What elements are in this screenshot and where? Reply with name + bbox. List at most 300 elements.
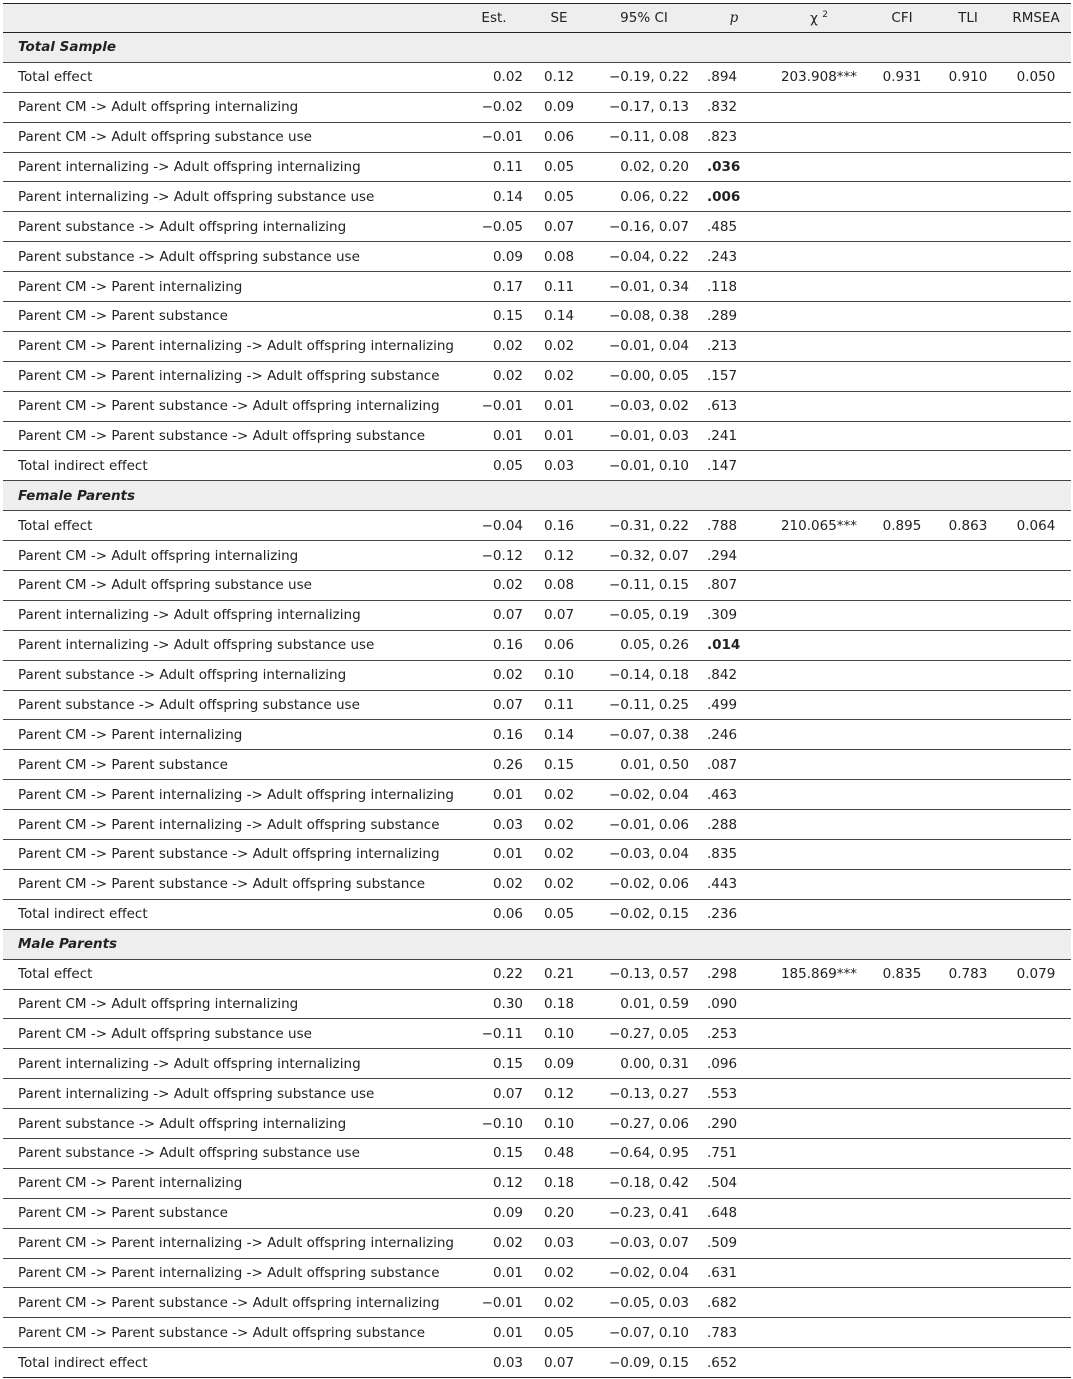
cell-ci: −0.32, 0.07 (589, 541, 699, 571)
cell-tli: 0.863 (935, 511, 1001, 541)
cell-label: Parent CM -> Parent substance -> Adult offspring substance (3, 1318, 459, 1348)
table-row (3, 690, 1071, 720)
header-chi-symbol: χ (810, 10, 818, 27)
cell-rmsea (1001, 1049, 1071, 1079)
cell-chi (769, 780, 869, 810)
cell-se: 0.03 (529, 1228, 589, 1258)
cell-ci: −0.05, 0.03 (589, 1288, 699, 1318)
cell-label: Total indirect effect (3, 1348, 459, 1378)
table-row (3, 630, 1071, 660)
cell-tli (935, 840, 1001, 870)
cell-se: 0.01 (529, 391, 589, 421)
cell-est: 0.16 (459, 720, 529, 750)
table-row (3, 1228, 1071, 1258)
table-row (3, 242, 1071, 272)
table-row (3, 1288, 1071, 1318)
cell-p: .807 (699, 571, 769, 601)
header-p (699, 4, 769, 33)
cell-tli (935, 750, 1001, 780)
header-rmsea: RMSEA (1001, 4, 1071, 33)
cell-ci: −0.04, 0.22 (589, 242, 699, 272)
cell-cfi (869, 361, 935, 391)
cell-cfi (869, 571, 935, 601)
header-p-text: p (729, 10, 739, 26)
cell-ci: 0.01, 0.59 (589, 989, 699, 1019)
cell-cfi (869, 302, 935, 332)
cell-rmsea (1001, 272, 1071, 302)
cell-se: 0.07 (529, 212, 589, 242)
cell-est: −0.12 (459, 541, 529, 571)
cell-p: .289 (699, 302, 769, 332)
cell-cfi (869, 451, 935, 481)
cell-tli (935, 182, 1001, 212)
cell-chi (769, 1258, 869, 1288)
cell-p: .157 (699, 361, 769, 391)
cell-chi (769, 451, 869, 481)
cell-p: .253 (699, 1019, 769, 1049)
cell-se: 0.02 (529, 361, 589, 391)
cell-p: .087 (699, 750, 769, 780)
table-row (3, 122, 1071, 152)
cell-label: Parent CM -> Parent internalizing (3, 720, 459, 750)
cell-label: Parent CM -> Adult offspring substance use (3, 122, 459, 152)
cell-label: Parent CM -> Parent internalizing -> Adult offspring internalizing (3, 1228, 459, 1258)
cell-ci: −0.00, 0.05 (589, 361, 699, 391)
cell-rmsea (1001, 212, 1071, 242)
cell-rmsea (1001, 361, 1071, 391)
cell-se: 0.18 (529, 989, 589, 1019)
cell-p: .832 (699, 92, 769, 122)
cell-se: 0.05 (529, 182, 589, 212)
table-row (3, 899, 1071, 929)
cell-p: .648 (699, 1198, 769, 1228)
cell-cfi (869, 152, 935, 182)
cell-cfi (869, 660, 935, 690)
cell-rmsea (1001, 1258, 1071, 1288)
cell-ci: −0.13, 0.27 (589, 1079, 699, 1109)
cell-chi (769, 899, 869, 929)
cell-se: 0.07 (529, 1348, 589, 1378)
cell-p: .309 (699, 600, 769, 630)
cell-p: .463 (699, 780, 769, 810)
cell-cfi (869, 1079, 935, 1109)
cell-est: 0.12 (459, 1168, 529, 1198)
cell-tli (935, 899, 1001, 929)
cell-label: Parent CM -> Parent internalizing (3, 272, 459, 302)
cell-p: .788 (699, 511, 769, 541)
cell-cfi (869, 391, 935, 421)
cell-cfi (869, 421, 935, 451)
cell-se: 0.01 (529, 421, 589, 451)
cell-chi (769, 1168, 869, 1198)
section-header-row (3, 481, 1071, 511)
cell-est: 0.03 (459, 1348, 529, 1378)
cell-chi (769, 1019, 869, 1049)
cell-cfi (869, 92, 935, 122)
cell-tli (935, 391, 1001, 421)
cell-chi (769, 750, 869, 780)
cell-ci: 0.01, 0.50 (589, 750, 699, 780)
cell-tli (935, 1049, 1001, 1079)
table-row (3, 331, 1071, 361)
section-title: Male Parents (3, 929, 1071, 959)
cell-rmsea (1001, 1109, 1071, 1139)
section-title: Total Sample (3, 33, 1071, 63)
table-row (3, 182, 1071, 212)
cell-tli (935, 451, 1001, 481)
cell-chi (769, 541, 869, 571)
cell-est: 0.07 (459, 600, 529, 630)
cell-se: 0.12 (529, 62, 589, 92)
cell-est: 0.01 (459, 780, 529, 810)
cell-p: .504 (699, 1168, 769, 1198)
cell-ci: 0.02, 0.20 (589, 152, 699, 182)
cell-se: 0.06 (529, 630, 589, 660)
table-row (3, 1348, 1071, 1378)
cell-label: Total indirect effect (3, 899, 459, 929)
cell-est: −0.01 (459, 391, 529, 421)
cell-p: .288 (699, 810, 769, 840)
cell-est: 0.01 (459, 1258, 529, 1288)
cell-tli (935, 122, 1001, 152)
table-row (3, 600, 1071, 630)
cell-tli (935, 630, 1001, 660)
cell-label: Parent internalizing -> Adult offspring substance use (3, 1079, 459, 1109)
cell-chi (769, 630, 869, 660)
cell-est: 0.11 (459, 152, 529, 182)
cell-ci: −0.03, 0.07 (589, 1228, 699, 1258)
cell-p: .485 (699, 212, 769, 242)
table-row (3, 780, 1071, 810)
table-row (3, 1138, 1071, 1168)
cell-ci: −0.02, 0.04 (589, 780, 699, 810)
cell-rmsea (1001, 541, 1071, 571)
cell-p: .443 (699, 869, 769, 899)
cell-p: .290 (699, 1109, 769, 1139)
cell-chi (769, 690, 869, 720)
cell-tli (935, 242, 1001, 272)
table-row (3, 451, 1071, 481)
cell-est: 0.02 (459, 571, 529, 601)
cell-chi (769, 600, 869, 630)
cell-cfi (869, 810, 935, 840)
table-row (3, 152, 1071, 182)
cell-est: −0.01 (459, 122, 529, 152)
header-row (3, 4, 1071, 33)
table-row (3, 1198, 1071, 1228)
cell-est: −0.04 (459, 511, 529, 541)
cell-rmsea (1001, 391, 1071, 421)
cell-label: Parent CM -> Adult offspring internalizing (3, 541, 459, 571)
cell-rmsea (1001, 1288, 1071, 1318)
cell-chi (769, 1109, 869, 1139)
cell-ci: −0.19, 0.22 (589, 62, 699, 92)
cell-cfi: 0.895 (869, 511, 935, 541)
cell-chi (769, 421, 869, 451)
cell-ci: −0.01, 0.10 (589, 451, 699, 481)
cell-label: Parent CM -> Parent internalizing -> Adult offspring internalizing (3, 780, 459, 810)
cell-ci: −0.31, 0.22 (589, 511, 699, 541)
cell-p: .294 (699, 541, 769, 571)
cell-est: −0.01 (459, 1288, 529, 1318)
cell-ci: −0.03, 0.04 (589, 840, 699, 870)
cell-se: 0.02 (529, 331, 589, 361)
cell-p: .783 (699, 1318, 769, 1348)
cell-ci: −0.11, 0.15 (589, 571, 699, 601)
cell-est: 0.05 (459, 451, 529, 481)
cell-tli (935, 152, 1001, 182)
table-row (3, 361, 1071, 391)
cell-tli (935, 1198, 1001, 1228)
cell-chi (769, 1228, 869, 1258)
table-row (3, 391, 1071, 421)
cell-tli (935, 600, 1001, 630)
cell-est: 0.02 (459, 331, 529, 361)
cell-cfi (869, 780, 935, 810)
cell-est: −0.02 (459, 92, 529, 122)
cell-ci: −0.02, 0.15 (589, 899, 699, 929)
cell-tli (935, 1079, 1001, 1109)
cell-cfi (869, 750, 935, 780)
cell-ci: −0.23, 0.41 (589, 1198, 699, 1228)
cell-se: 0.05 (529, 899, 589, 929)
cell-chi (769, 571, 869, 601)
table-row (3, 810, 1071, 840)
header-est: Est. (459, 4, 529, 33)
cell-rmsea (1001, 1168, 1071, 1198)
cell-chi (769, 92, 869, 122)
cell-chi (769, 152, 869, 182)
cell-se: 0.20 (529, 1198, 589, 1228)
cell-se: 0.11 (529, 690, 589, 720)
cell-rmsea (1001, 810, 1071, 840)
cell-tli (935, 541, 1001, 571)
cell-rmsea (1001, 92, 1071, 122)
cell-p: .036 (699, 152, 769, 182)
cell-tli (935, 272, 1001, 302)
cell-ci: 0.06, 0.22 (589, 182, 699, 212)
cell-tli (935, 660, 1001, 690)
cell-est: 0.30 (459, 989, 529, 1019)
cell-rmsea (1001, 451, 1071, 481)
cell-p: .006 (699, 182, 769, 212)
cell-p: .613 (699, 391, 769, 421)
cell-chi (769, 1049, 869, 1079)
table-row (3, 840, 1071, 870)
cell-tli (935, 1109, 1001, 1139)
cell-se: 0.06 (529, 122, 589, 152)
cell-ci: −0.27, 0.06 (589, 1109, 699, 1139)
cell-p: .682 (699, 1288, 769, 1318)
header-chi-sup: 2 (822, 9, 828, 20)
cell-label: Parent substance -> Adult offspring substance use (3, 1138, 459, 1168)
cell-cfi (869, 1258, 935, 1288)
cell-cfi (869, 1019, 935, 1049)
cell-p: .096 (699, 1049, 769, 1079)
cell-se: 0.02 (529, 810, 589, 840)
table-row (3, 1168, 1071, 1198)
cell-label: Parent internalizing -> Adult offspring internalizing (3, 1049, 459, 1079)
cell-rmsea (1001, 660, 1071, 690)
cell-est: 0.03 (459, 810, 529, 840)
cell-se: 0.05 (529, 152, 589, 182)
table-row (3, 660, 1071, 690)
cell-est: 0.14 (459, 182, 529, 212)
cell-tli (935, 1138, 1001, 1168)
results-table (3, 3, 1071, 1378)
cell-rmsea (1001, 1228, 1071, 1258)
cell-chi (769, 212, 869, 242)
table-row (3, 1109, 1071, 1139)
cell-chi (769, 182, 869, 212)
cell-label: Parent substance -> Adult offspring internalizing (3, 660, 459, 690)
cell-cfi (869, 1109, 935, 1139)
cell-chi (769, 989, 869, 1019)
cell-label: Parent CM -> Parent internalizing -> Adult offspring substance (3, 361, 459, 391)
cell-est: 0.01 (459, 421, 529, 451)
table-row (3, 959, 1071, 989)
cell-est: 0.09 (459, 1198, 529, 1228)
cell-cfi (869, 1138, 935, 1168)
cell-ci: −0.09, 0.15 (589, 1348, 699, 1378)
table-row (3, 1258, 1071, 1288)
header-cfi: CFI (869, 4, 935, 33)
cell-se: 0.09 (529, 92, 589, 122)
cell-cfi (869, 720, 935, 750)
cell-est: 0.15 (459, 1049, 529, 1079)
cell-tli (935, 1348, 1001, 1378)
cell-se: 0.05 (529, 1318, 589, 1348)
cell-ci: −0.03, 0.02 (589, 391, 699, 421)
cell-est: 0.22 (459, 959, 529, 989)
cell-label: Parent CM -> Parent internalizing -> Adult offspring substance (3, 810, 459, 840)
cell-p: .842 (699, 660, 769, 690)
cell-cfi (869, 989, 935, 1019)
cell-ci: −0.07, 0.10 (589, 1318, 699, 1348)
cell-p: .147 (699, 451, 769, 481)
cell-ci: −0.13, 0.57 (589, 959, 699, 989)
cell-ci: −0.11, 0.08 (589, 122, 699, 152)
cell-cfi (869, 899, 935, 929)
cell-chi (769, 660, 869, 690)
section-title: Female Parents (3, 481, 1071, 511)
table-row (3, 421, 1071, 451)
cell-p: .236 (699, 899, 769, 929)
cell-label: Total effect (3, 959, 459, 989)
cell-se: 0.11 (529, 272, 589, 302)
cell-p: .298 (699, 959, 769, 989)
cell-est: 0.17 (459, 272, 529, 302)
cell-chi (769, 272, 869, 302)
cell-p: .243 (699, 242, 769, 272)
cell-cfi (869, 1318, 935, 1348)
cell-p: .118 (699, 272, 769, 302)
cell-label: Total indirect effect (3, 451, 459, 481)
cell-cfi (869, 212, 935, 242)
cell-tli (935, 92, 1001, 122)
cell-rmsea (1001, 630, 1071, 660)
cell-cfi (869, 600, 935, 630)
cell-chi (769, 242, 869, 272)
cell-ci: −0.01, 0.06 (589, 810, 699, 840)
cell-est: 0.01 (459, 840, 529, 870)
cell-chi (769, 810, 869, 840)
cell-tli (935, 421, 1001, 451)
cell-rmsea (1001, 690, 1071, 720)
table-row (3, 750, 1071, 780)
cell-est: 0.06 (459, 899, 529, 929)
cell-se: 0.12 (529, 541, 589, 571)
cell-rmsea (1001, 302, 1071, 332)
cell-rmsea (1001, 1348, 1071, 1378)
table-row (3, 571, 1071, 601)
table-row (3, 1318, 1071, 1348)
table-row (3, 272, 1071, 302)
cell-rmsea (1001, 1318, 1071, 1348)
cell-chi (769, 1198, 869, 1228)
cell-se: 0.02 (529, 1288, 589, 1318)
table-row (3, 92, 1071, 122)
cell-est: 0.02 (459, 869, 529, 899)
header-tli: TLI (935, 4, 1001, 33)
table-row (3, 1049, 1071, 1079)
cell-cfi (869, 242, 935, 272)
cell-est: 0.01 (459, 1318, 529, 1348)
cell-se: 0.03 (529, 451, 589, 481)
cell-se: 0.08 (529, 242, 589, 272)
cell-chi (769, 869, 869, 899)
cell-p: .241 (699, 421, 769, 451)
cell-cfi (869, 1168, 935, 1198)
table-body (3, 33, 1071, 1378)
cell-rmsea (1001, 242, 1071, 272)
cell-label: Parent internalizing -> Adult offspring internalizing (3, 600, 459, 630)
cell-se: 0.07 (529, 600, 589, 630)
cell-est: 0.02 (459, 660, 529, 690)
cell-label: Total effect (3, 511, 459, 541)
cell-est: 0.26 (459, 750, 529, 780)
cell-chi (769, 391, 869, 421)
cell-est: 0.15 (459, 302, 529, 332)
cell-chi (769, 302, 869, 332)
cell-se: 0.02 (529, 780, 589, 810)
header-chi (769, 4, 869, 33)
cell-chi (769, 720, 869, 750)
section-header-row (3, 33, 1071, 63)
cell-est: −0.11 (459, 1019, 529, 1049)
cell-est: 0.07 (459, 1079, 529, 1109)
cell-rmsea (1001, 182, 1071, 212)
cell-ci: −0.27, 0.05 (589, 1019, 699, 1049)
cell-cfi (869, 630, 935, 660)
cell-rmsea (1001, 750, 1071, 780)
cell-chi (769, 1348, 869, 1378)
cell-p: .499 (699, 690, 769, 720)
cell-ci: 0.05, 0.26 (589, 630, 699, 660)
cell-label: Parent CM -> Parent substance (3, 302, 459, 332)
cell-rmsea (1001, 600, 1071, 630)
cell-p: .090 (699, 989, 769, 1019)
cell-ci: −0.14, 0.18 (589, 660, 699, 690)
cell-se: 0.15 (529, 750, 589, 780)
table-row (3, 989, 1071, 1019)
cell-cfi (869, 1348, 935, 1378)
cell-se: 0.14 (529, 302, 589, 332)
cell-label: Parent CM -> Adult offspring substance use (3, 1019, 459, 1049)
cell-label: Parent CM -> Parent substance -> Adult offspring internalizing (3, 1288, 459, 1318)
cell-label: Parent internalizing -> Adult offspring substance use (3, 182, 459, 212)
cell-se: 0.10 (529, 1109, 589, 1139)
